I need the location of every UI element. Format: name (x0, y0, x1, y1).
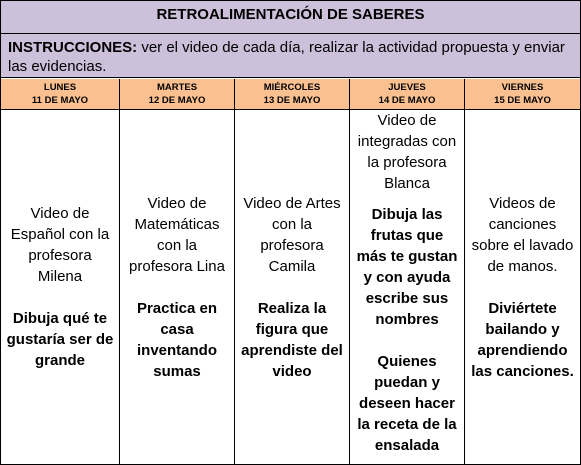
activity-text: Dibuja las frutas que más te gustan y con ayuda escribe sus nombres (356, 206, 458, 328)
day-name: LUNES (43, 82, 77, 93)
instructions-text: ver el video de cada día, realizar la actividad propuesta y enviar las evidencias. (8, 39, 565, 75)
header-friday (465, 79, 580, 109)
day-date: 12 DE MAYO (148, 95, 206, 106)
cell-wednesday (235, 110, 349, 464)
activity-text: Dibuja qué te gustaría ser de grande (6, 310, 114, 369)
day-date: 15 DE MAYO (494, 95, 551, 106)
day-name: JUEVES (388, 82, 426, 93)
instructions-label: INSTRUCCIONES: (8, 39, 138, 56)
header-monday (1, 79, 119, 109)
column-divider (349, 79, 350, 464)
column-divider (464, 79, 465, 464)
column-divider (234, 79, 235, 464)
extra-activity-text: Quienes puedan y deseen hacer la receta de la ensalada (357, 353, 457, 454)
activity-text: Practica en casa inventando sumas (136, 299, 218, 380)
video-text: Video de integradas con la profesora Blanca (357, 112, 457, 192)
activity-text: Realiza la figura que aprendiste del video (241, 299, 343, 380)
instructions (1, 34, 580, 78)
video-text: Videos de canciones sobre el lavado de manos. (471, 194, 574, 275)
header-wednesday (235, 79, 349, 109)
activity-text: Diviértete bailando y aprendiendo las canciones. (471, 299, 574, 380)
cell-thursday (350, 110, 464, 464)
column-divider (119, 79, 120, 464)
video-text: Video de Matemáticas con la profesora Lina (129, 194, 225, 275)
day-date: 14 DE MAYO (378, 95, 436, 106)
content-row (1, 110, 580, 464)
table-title: RETROALIMENTACIÓN DE SABERES (1, 1, 580, 34)
cell-tuesday (120, 110, 234, 464)
day-name: VIERNES (501, 82, 544, 93)
header-thursday (350, 79, 464, 109)
video-text: Video de Artes con la profesora Camila (243, 194, 341, 275)
header-tuesday (120, 79, 234, 109)
day-name: MARTES (156, 82, 198, 93)
day-date: 11 DE MAYO (31, 95, 89, 106)
day-date: 13 DE MAYO (263, 95, 321, 106)
cell-monday (1, 110, 119, 464)
video-text: Video de Español con la profesora Milena (10, 205, 110, 285)
header-row (1, 79, 580, 110)
day-name: MIÉRCOLES (263, 82, 321, 93)
cell-friday (465, 110, 580, 464)
